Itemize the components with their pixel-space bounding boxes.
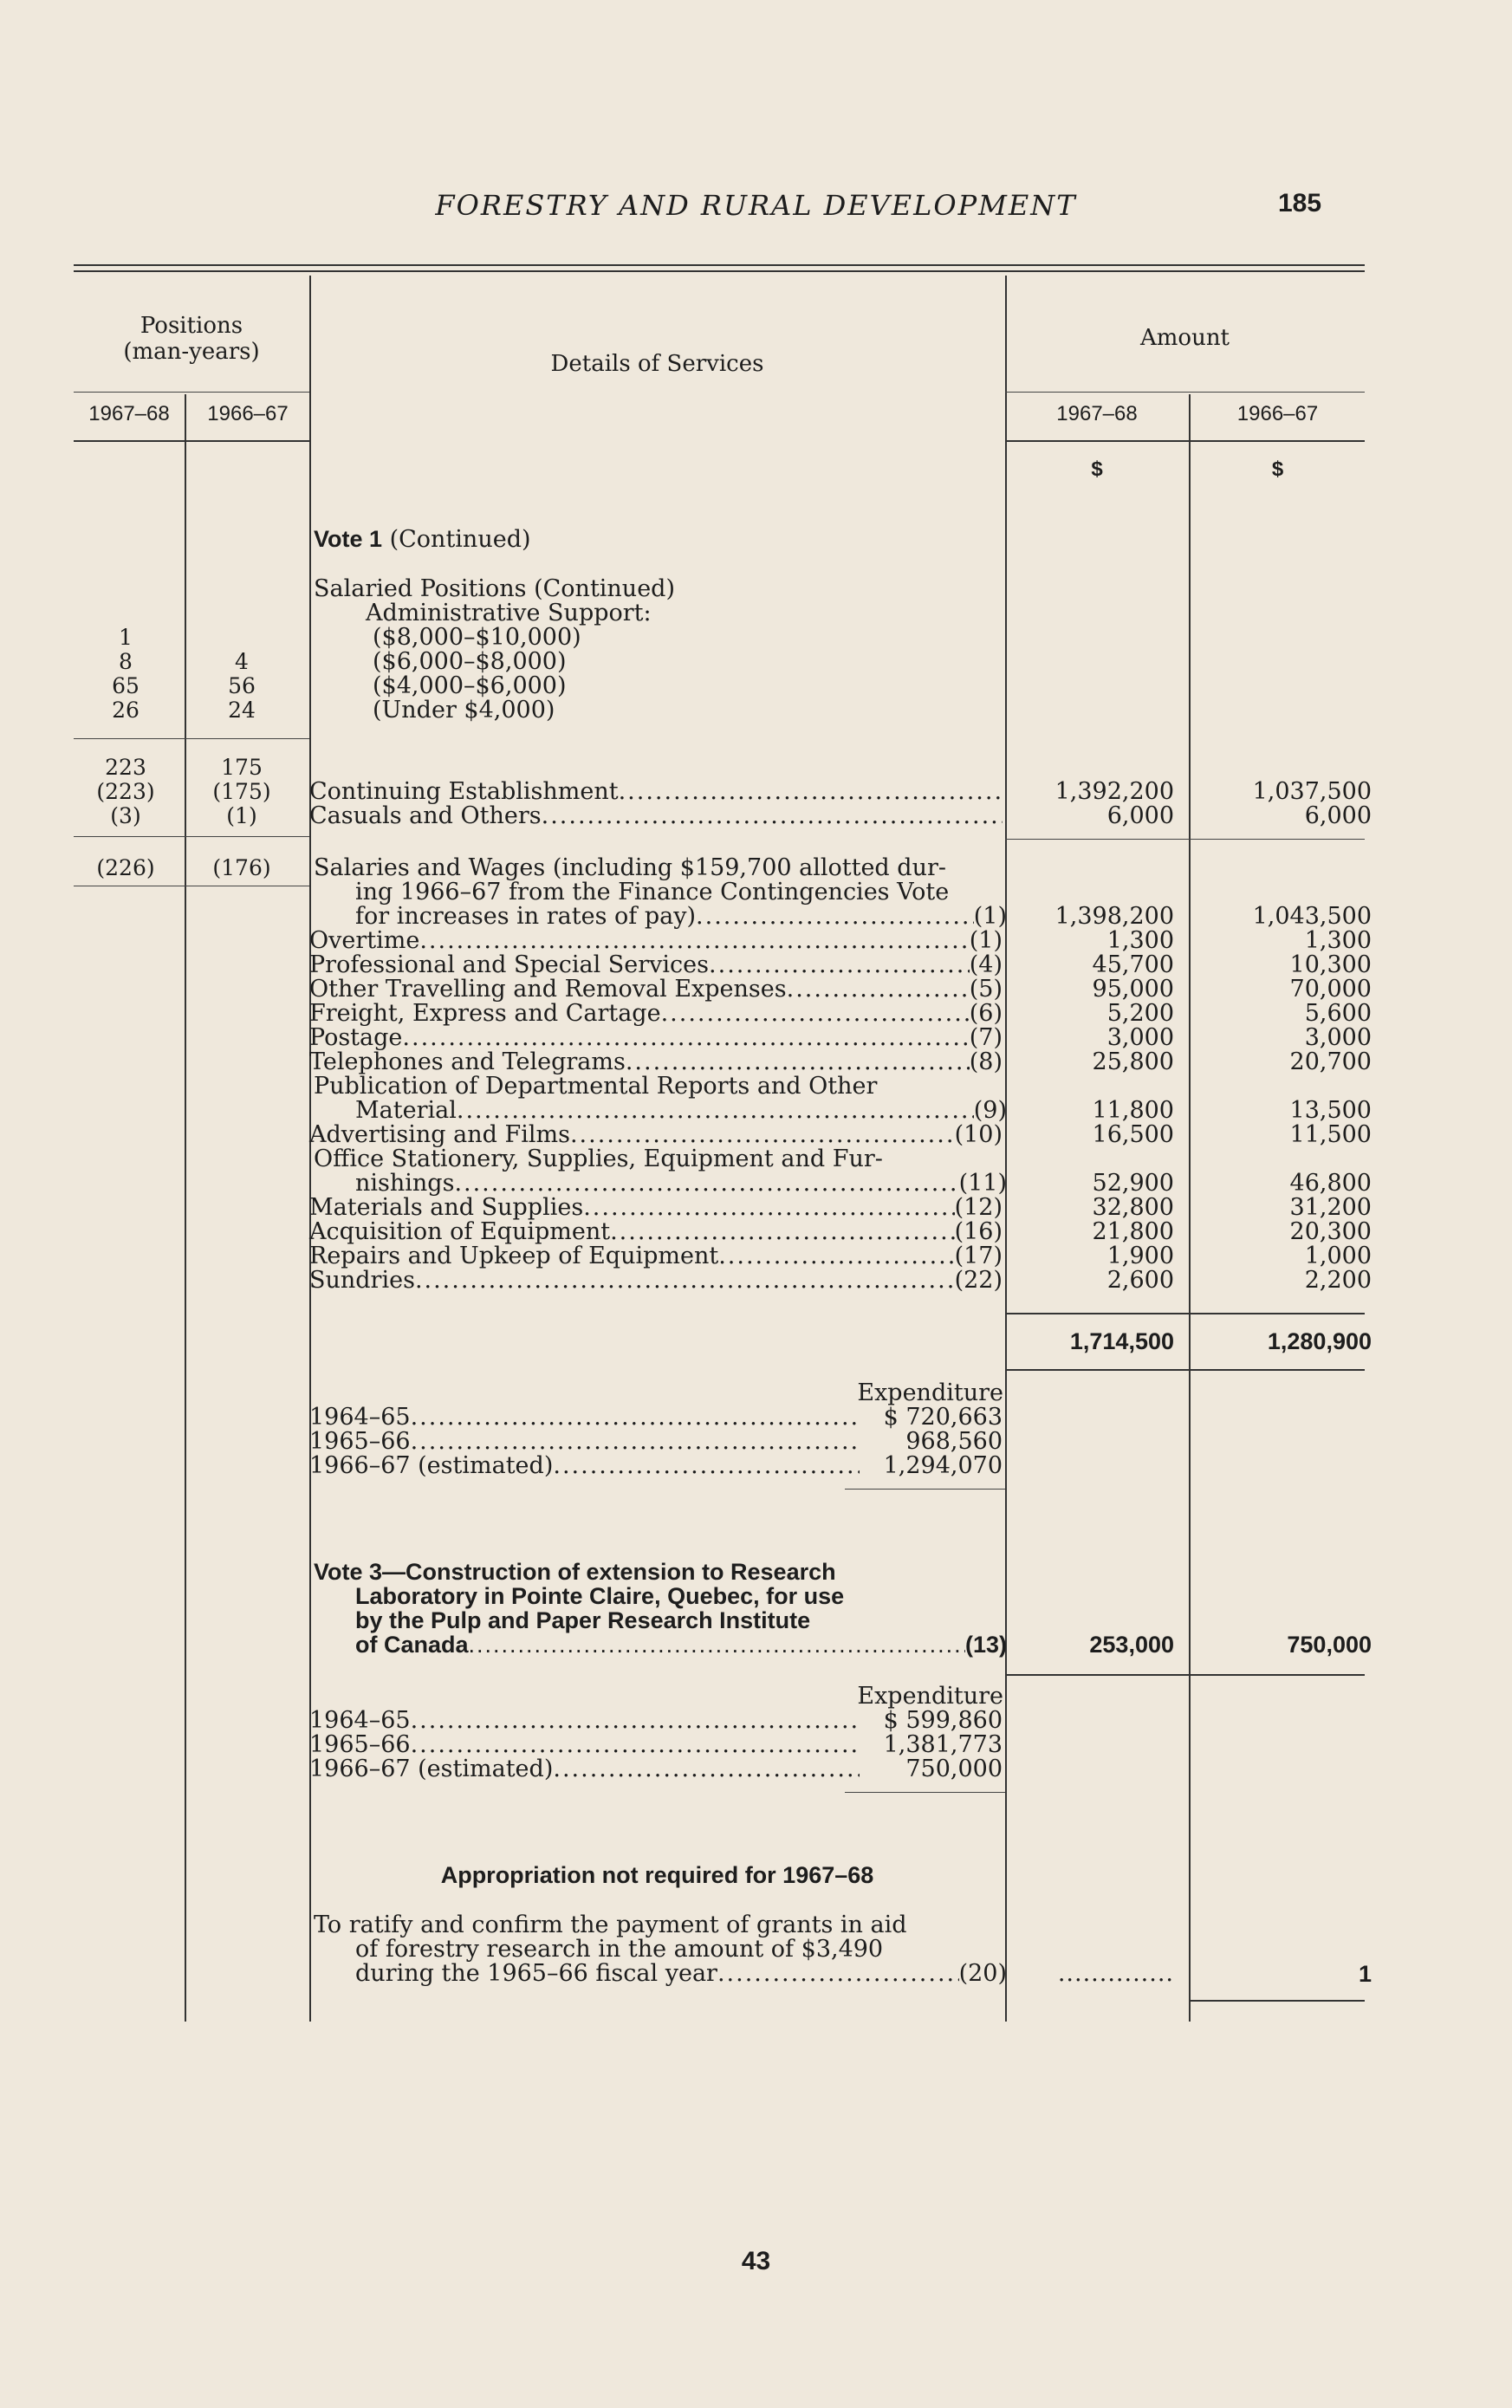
stationery-line1: Office Stationery, Supplies, Equipment and Fur- xyxy=(314,1146,883,1172)
subtotal-p2: 175 xyxy=(221,755,263,780)
publication-line2 xyxy=(355,1099,1007,1123)
positions-divider xyxy=(185,394,186,2022)
object-a2: 5,600 xyxy=(1304,1000,1372,1027)
currency-symbol-1: $ xyxy=(1091,458,1103,481)
continuing-p2: (175) xyxy=(212,779,271,804)
range-p1: 65 xyxy=(112,673,140,698)
object-a2: 20,700 xyxy=(1289,1048,1372,1075)
line-label: during the 1965–66 fiscal year xyxy=(355,1960,717,1987)
casuals-a2: 6,000 xyxy=(1304,802,1372,829)
vote3-a1: 253,000 xyxy=(1089,1632,1174,1658)
range-p1: 1 xyxy=(119,625,133,650)
object-code: (6) xyxy=(969,1000,1003,1027)
positions-year1-header: 1967–68 xyxy=(88,402,170,425)
line-label: Other Travelling and Removal Expenses xyxy=(309,976,787,1003)
appropriation-line3 xyxy=(355,1962,1007,1986)
publication-line1: Publication of Departmental Reports and Other xyxy=(314,1073,878,1100)
expenditure-value: 1,381,773 xyxy=(883,1731,1003,1758)
leader-dots xyxy=(542,804,1003,828)
leader-dots xyxy=(619,780,1003,804)
line-label: Freight, Express and Cartage xyxy=(309,1000,661,1027)
appropriation-line2: of forestry research in the amount of $3,490 xyxy=(355,1936,884,1963)
leader-dots xyxy=(411,1405,860,1430)
expenditure-year: 1964–65 xyxy=(309,1707,411,1734)
object-a1: 32,800 xyxy=(1092,1194,1174,1221)
leader-dots xyxy=(419,929,969,953)
object-code: (13) xyxy=(964,1632,1007,1658)
object-line xyxy=(309,1002,1003,1026)
page-number: 185 xyxy=(1278,189,1322,217)
appropriation-a1: .............. xyxy=(1057,1960,1174,1987)
object-a2: 3,000 xyxy=(1304,1024,1372,1051)
leader-dots xyxy=(454,1172,958,1196)
line-label: Professional and Special Services xyxy=(309,951,710,978)
object-code: (10) xyxy=(954,1121,1003,1148)
expenditure-row xyxy=(309,1757,1003,1782)
object-code: (11) xyxy=(958,1170,1007,1197)
vote3-line4 xyxy=(355,1632,1007,1657)
leader-dots xyxy=(411,1733,860,1757)
object-a2: 2,200 xyxy=(1304,1267,1372,1294)
leader-dots xyxy=(717,1962,959,1986)
amount-header-rule xyxy=(1005,392,1365,393)
amount-divider xyxy=(1189,394,1191,2022)
vote1-total-a1: 1,714,500 xyxy=(1069,1328,1174,1354)
positions-unit-header: (man-years) xyxy=(123,339,260,365)
line-label: Acquisition of Equipment xyxy=(309,1218,611,1245)
continuing-a1: 1,392,200 xyxy=(1055,778,1174,805)
object-code: (4) xyxy=(969,951,1003,978)
range-p1: 8 xyxy=(119,649,133,674)
advertising-line xyxy=(309,1123,1003,1147)
expenditure-year: 1965–66 xyxy=(309,1731,411,1758)
object-line xyxy=(309,1220,1003,1244)
appropriation-heading: Appropriation not required for 1967–68 xyxy=(440,1862,874,1888)
continuing-establishment xyxy=(309,780,1003,804)
expenditure-value: 750,000 xyxy=(905,1756,1003,1782)
object-code: (5) xyxy=(969,976,1003,1003)
object-code: (8) xyxy=(969,1048,1003,1075)
details-header: Details of Services xyxy=(550,351,764,377)
leader-dots xyxy=(553,1454,860,1478)
line-label: for increases in rates of pay) xyxy=(355,903,697,930)
leader-dots xyxy=(626,1050,970,1074)
positions-header-rule xyxy=(74,392,309,393)
line-label: Telephones and Telegrams xyxy=(309,1048,626,1075)
leader-dots xyxy=(718,1244,954,1269)
salaries-line2: ing 1966–67 from the Finance Contingencies Vote xyxy=(355,879,950,905)
object-a1: 95,000 xyxy=(1092,976,1174,1003)
vote1-continued: (Continued) xyxy=(382,526,531,553)
object-a1: 1,300 xyxy=(1106,927,1174,954)
line-label: Overtime xyxy=(309,927,420,954)
leader-dots xyxy=(553,1757,860,1782)
leader-dots xyxy=(411,1430,860,1454)
object-a2: 20,300 xyxy=(1289,1218,1372,1245)
expenditure-year: 1965–66 xyxy=(309,1428,411,1455)
casuals-p2: (1) xyxy=(226,803,257,828)
expenditure-row xyxy=(309,1430,1003,1454)
expenditure-row xyxy=(309,1733,1003,1757)
casuals-and-others xyxy=(309,804,1003,828)
details-right-border xyxy=(1005,276,1007,2022)
object-a1: 45,700 xyxy=(1092,951,1174,978)
expenditure-label: Expenditure xyxy=(857,1683,1003,1710)
object-a1: 3,000 xyxy=(1106,1024,1174,1051)
amount-header: Amount xyxy=(1139,325,1230,351)
object-code: (12) xyxy=(954,1194,1003,1221)
object-line xyxy=(309,977,1003,1002)
vote1-total-a2: 1,280,900 xyxy=(1267,1328,1372,1354)
expenditure-row xyxy=(309,1709,1003,1733)
range-label: ($8,000–$10,000) xyxy=(373,624,581,651)
object-line xyxy=(309,1196,1003,1220)
publication-a2: 13,500 xyxy=(1289,1097,1372,1124)
object-a2: 70,000 xyxy=(1289,976,1372,1003)
currency-symbol-2: $ xyxy=(1271,458,1284,481)
object-code: (17) xyxy=(954,1243,1003,1269)
expenditure-label: Expenditure xyxy=(857,1379,1003,1406)
vote3-line2: Laboratory in Pointe Claire, Quebec, for use xyxy=(355,1583,845,1609)
positions-header: Positions xyxy=(140,313,243,339)
appropriation-a2: 1 xyxy=(1358,1961,1372,1987)
line-label: Sundries xyxy=(309,1267,415,1294)
line-label: of Canada xyxy=(355,1632,469,1658)
publication-a1: 11,800 xyxy=(1092,1097,1174,1124)
expenditure-rule xyxy=(845,1489,1005,1490)
leader-dots xyxy=(583,1196,954,1220)
object-a1: 21,800 xyxy=(1092,1218,1174,1245)
vote3-total-rule xyxy=(1005,1674,1365,1676)
amount-year1-header: 1967–68 xyxy=(1056,402,1138,425)
amount-casuals-rule xyxy=(1005,839,1365,840)
expenditure-value: 599,860 xyxy=(905,1707,1003,1734)
positions-subtotal-rule xyxy=(74,738,309,739)
object-a1: 1,900 xyxy=(1106,1243,1174,1269)
expenditure-value: 720,663 xyxy=(905,1404,1003,1431)
leader-dots xyxy=(402,1026,969,1050)
object-line xyxy=(309,1050,1003,1074)
appropriation-rule xyxy=(1191,2000,1365,2002)
expenditure-rule xyxy=(845,1792,1005,1793)
expenditure-row xyxy=(309,1405,1003,1430)
vote3-line1: Vote 3—Construction of extension to Research xyxy=(314,1559,836,1585)
object-code: (9) xyxy=(973,1097,1007,1124)
total-p2: (176) xyxy=(212,855,271,880)
object-line xyxy=(309,1269,1003,1293)
advertising-a2: 11,500 xyxy=(1289,1121,1372,1148)
appropriation-line1: To ratify and confirm the payment of grants in aid xyxy=(314,1911,907,1938)
leader-dots xyxy=(457,1099,974,1123)
object-a1: 5,200 xyxy=(1106,1000,1174,1027)
total-p1: (226) xyxy=(96,855,155,880)
leader-dots xyxy=(709,953,970,977)
continuing-p1: (223) xyxy=(96,779,155,804)
expenditure-row xyxy=(309,1454,1003,1478)
expenditure-value: 968,560 xyxy=(905,1428,1003,1455)
range-p2: 4 xyxy=(235,649,249,674)
line-label: Continuing Establishment xyxy=(309,778,619,805)
object-code: (7) xyxy=(969,1024,1003,1051)
currency-prefix: $ xyxy=(883,1404,899,1431)
casuals-p1: (3) xyxy=(110,803,141,828)
salaries-a1: 1,398,200 xyxy=(1055,903,1174,930)
range-p2: 24 xyxy=(228,698,256,723)
leader-dots xyxy=(661,1002,970,1026)
range-p2: 56 xyxy=(228,673,256,698)
range-label: ($6,000–$8,000) xyxy=(373,648,567,675)
positions-year2-header: 1966–67 xyxy=(207,402,289,425)
vote3-line3: by the Pulp and Paper Research Institute xyxy=(355,1607,811,1633)
object-code: (20) xyxy=(958,1960,1007,1987)
range-label: (Under $4,000) xyxy=(373,697,555,724)
stationery-line2 xyxy=(355,1172,1007,1196)
stationery-a2: 46,800 xyxy=(1289,1170,1372,1197)
object-line xyxy=(309,929,1003,953)
range-p1: 26 xyxy=(112,698,140,723)
line-label: Postage xyxy=(309,1024,403,1051)
expenditure-year: 1964–65 xyxy=(309,1404,411,1431)
object-code: (22) xyxy=(954,1267,1003,1294)
line-label: Material xyxy=(355,1097,457,1124)
leader-dots xyxy=(787,977,970,1002)
currency-prefix: $ xyxy=(883,1707,899,1734)
positions-subheader-rule xyxy=(74,440,309,442)
object-a2: 1,000 xyxy=(1304,1243,1372,1269)
vote1-label: Vote 1 xyxy=(314,526,383,552)
amount-year2-header: 1966–67 xyxy=(1236,402,1319,425)
salaries-a2: 1,043,500 xyxy=(1252,903,1372,930)
object-code: (16) xyxy=(954,1218,1003,1245)
leader-dots xyxy=(570,1123,955,1147)
stationery-a1: 52,900 xyxy=(1092,1170,1174,1197)
running-title: FORESTRY AND RURAL DEVELOPMENT xyxy=(435,189,1077,222)
line-label: Advertising and Films xyxy=(309,1121,570,1148)
line-label: Repairs and Upkeep of Equipment xyxy=(309,1243,719,1269)
object-a1: 25,800 xyxy=(1092,1048,1174,1075)
vote1-total-bottom-rule xyxy=(1005,1369,1365,1371)
expenditure-year: 1966–67 (estimated) xyxy=(309,1756,554,1782)
vote1-heading xyxy=(314,527,531,552)
object-line xyxy=(309,1026,1003,1050)
expenditure-year: 1966–67 (estimated) xyxy=(309,1452,554,1479)
object-code: (1) xyxy=(969,927,1003,954)
expenditure-value-wrap xyxy=(860,1709,1003,1733)
amount-subheader-rule xyxy=(1005,440,1365,442)
admin-support: Administrative Support: xyxy=(366,600,652,626)
vote3-a2: 750,000 xyxy=(1287,1632,1372,1658)
page-header xyxy=(0,189,1512,224)
leader-dots xyxy=(415,1269,955,1293)
line-label: Casuals and Others xyxy=(309,802,542,829)
expenditure-value: 1,294,070 xyxy=(883,1452,1003,1479)
salaries-line3 xyxy=(355,905,1007,929)
continuing-a2: 1,037,500 xyxy=(1252,778,1372,805)
object-a2: 10,300 xyxy=(1289,951,1372,978)
advertising-a1: 16,500 xyxy=(1092,1121,1174,1148)
line-label: nishings xyxy=(355,1170,455,1197)
vote1-total-rule xyxy=(1005,1313,1365,1314)
expenditure-value-wrap xyxy=(860,1405,1003,1430)
salaried-positions: Salaried Positions (Continued) xyxy=(314,575,675,602)
line-label: Materials and Supplies xyxy=(309,1194,584,1221)
object-a2: 1,300 xyxy=(1304,927,1372,954)
leader-dots xyxy=(469,1632,965,1657)
top-rule-2 xyxy=(74,270,1365,272)
object-a2: 31,200 xyxy=(1289,1194,1372,1221)
object-code: (1) xyxy=(973,903,1007,930)
object-line xyxy=(309,953,1003,977)
subtotal-p1: 223 xyxy=(105,755,146,780)
top-rule xyxy=(74,264,1365,266)
salaries-line1: Salaries and Wages (including $159,700 allotted dur- xyxy=(314,854,947,881)
page-footer-code: 43 xyxy=(741,2247,771,2275)
leader-dots xyxy=(696,905,974,929)
object-line xyxy=(309,1244,1003,1269)
leader-dots xyxy=(610,1220,954,1244)
object-a1: 2,600 xyxy=(1106,1267,1174,1294)
leader-dots xyxy=(411,1709,860,1733)
positions-total-rule xyxy=(74,836,309,837)
casuals-a1: 6,000 xyxy=(1106,802,1174,829)
range-label: ($4,000–$6,000) xyxy=(373,672,567,699)
